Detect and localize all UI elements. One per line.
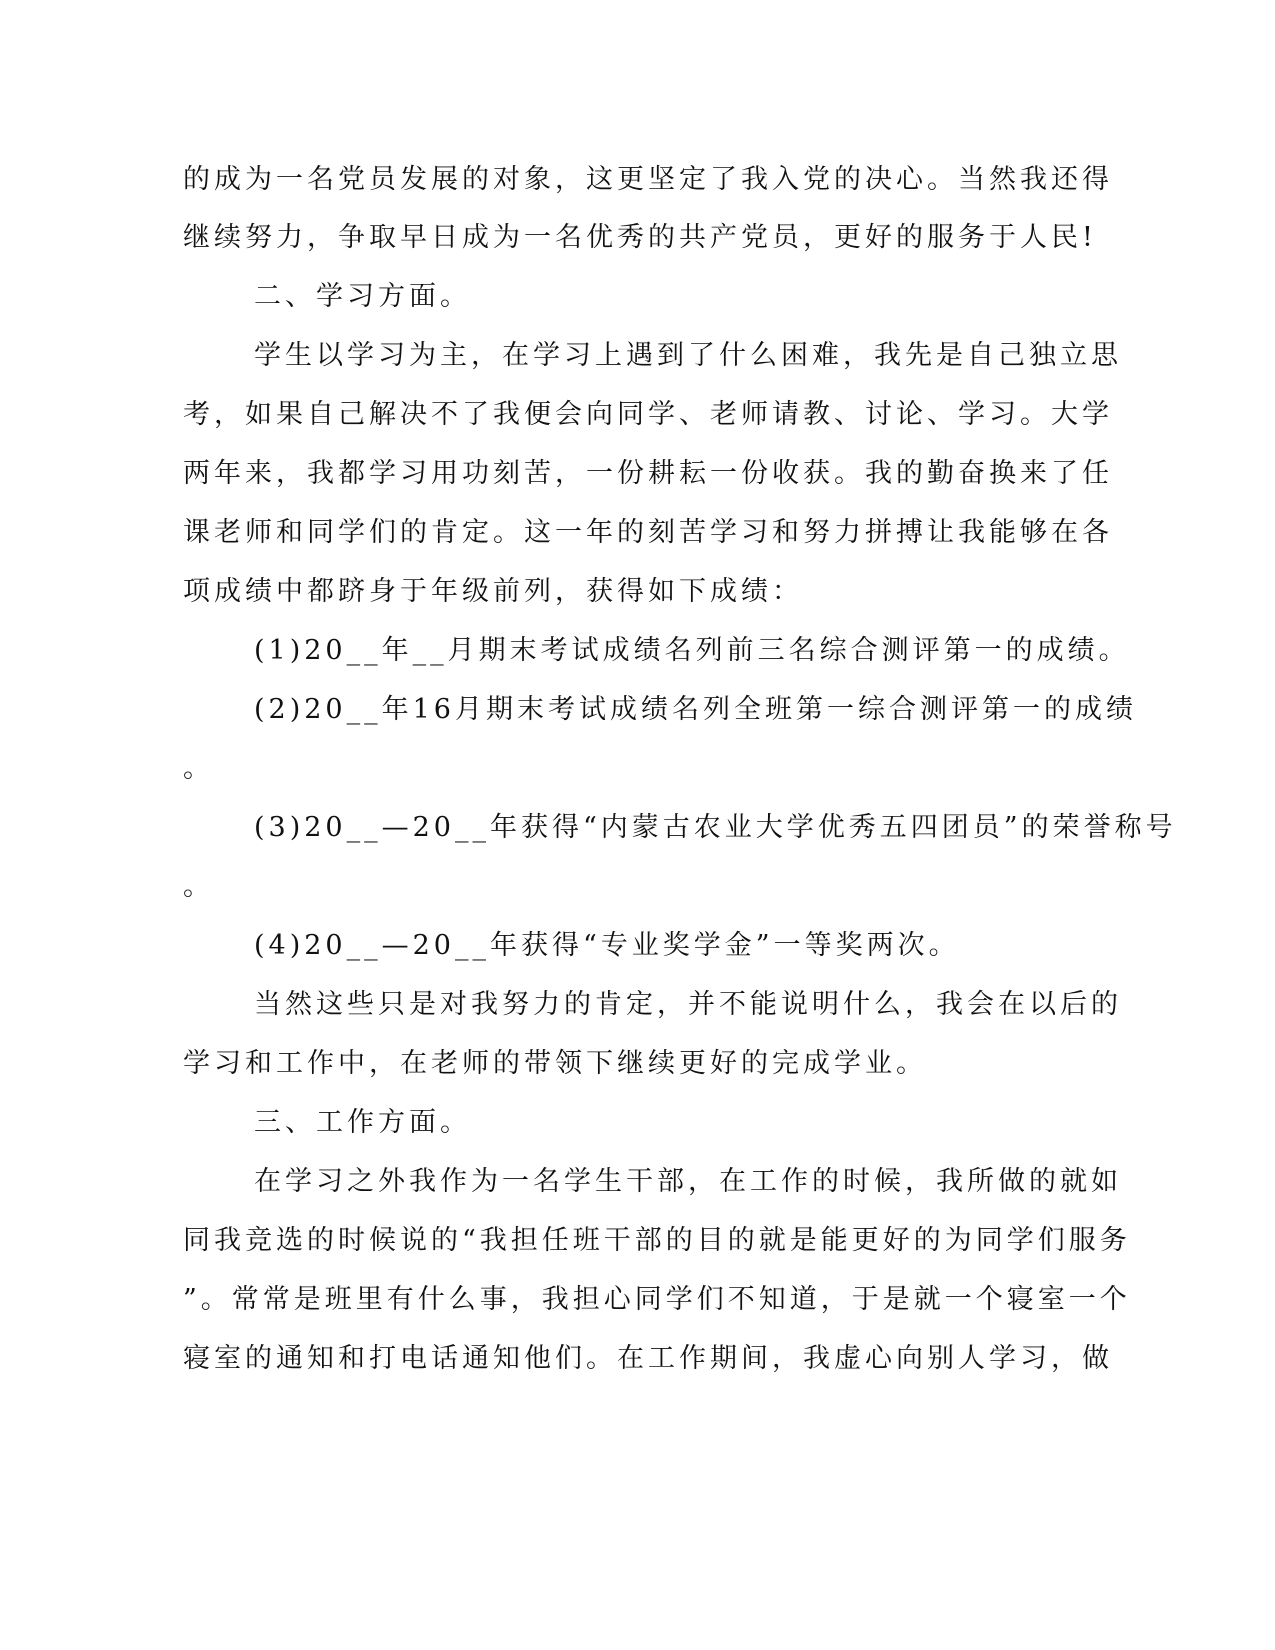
text-line: 在学习之外我作为一名学生干部，在工作的时候，我所做的就如 [254,1166,1122,1197]
text-line: 学生以学习为主，在学习上遇到了什么困难，我先是自己独立思 [254,340,1122,371]
text-line: 课老师和同学们的肯定。这一年的刻苦学习和努力拼搏让我能够在各 [183,517,1113,548]
list-item: (2)20__年16月期末考试成绩名列全班第一综合测评第一的成绩 [254,694,1137,725]
section-heading: 三、工作方面。 [254,1107,471,1138]
list-item: (3)20__—20__年获得“内蒙古农业大学优秀五四团员”的荣誉称号 [254,812,1177,843]
list-item: (1)20__年__月期末考试成绩名列前三名综合测评第一的成绩。 [254,635,1130,666]
text-line: 两年来，我都学习用功刻苦，一份耕耘一份收获。我的勤奋换来了任 [183,458,1113,489]
text-line: 继续努力，争取早日成为一名优秀的共产党员，更好的服务于人民! [183,222,1097,253]
list-item: (4)20__—20__年获得“专业奖学金”一等奖两次。 [254,930,960,961]
text-line: ”。常常是班里有什么事，我担心同学们不知道，于是就一个寝室一个 [183,1284,1131,1315]
text-line: 学习和工作中，在老师的带领下继续更好的完成学业。 [183,1048,927,1079]
section-heading: 二、学习方面。 [254,281,471,312]
text-line: 寝室的通知和打电话通知他们。在工作期间，我虚心向别人学习，做 [183,1343,1113,1374]
text-line: 同我竞选的时候说的“我担任班干部的目的就是能更好的为同学们服务 [183,1225,1131,1256]
text-line: 考，如果自己解决不了我便会向同学、老师请教、讨论、学习。大学 [183,399,1113,430]
text-line: 的成为一名党员发展的对象，这更坚定了我入党的决心。当然我还得 [183,164,1113,195]
text-line: 项成绩中都跻身于年级前列，获得如下成绩： [183,576,803,607]
text-line: 。 [183,753,214,784]
text-line: 当然这些只是对我努力的肯定，并不能说明什么，我会在以后的 [254,989,1122,1020]
text-line: 。 [183,871,214,902]
